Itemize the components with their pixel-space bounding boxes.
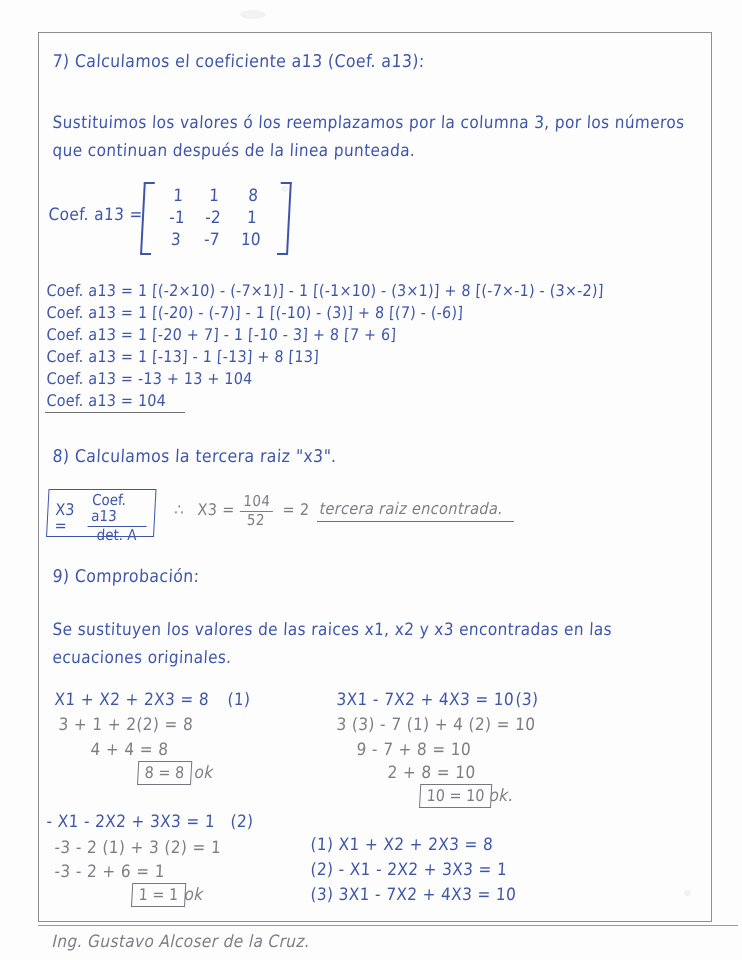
section7-step-6-result: Coef. a13 = 104 — [46, 391, 167, 410]
signature-text: Ing. Gustavo Alcoser de la Cruz. — [52, 932, 311, 952]
section7-heading: 7) Calculamos el coeficiente a13 (Coef. a13): — [52, 52, 426, 72]
section7-step-4: Coef. a13 = 1 [-13] - 1 [-13] + 8 [13] — [46, 347, 320, 366]
check1-tag: (1) — [227, 690, 251, 710]
x3-result-fraction — [239, 494, 274, 529]
check2-ok: ok — [184, 885, 205, 905]
signature-rule — [38, 925, 738, 926]
matrix-cell-r1c2: 1 — [208, 186, 220, 206]
check1-equation: X1 + X2 + 2X3 = 8 — [54, 690, 210, 710]
check1-line-2: 4 + 4 = 8 — [90, 740, 169, 760]
check2-line-2: -3 - 2 + 6 = 1 — [54, 862, 166, 882]
x3-formula-lhs: X3 = — [54, 500, 75, 536]
summary-equation-1: (1) X1 + X2 + 2X3 = 8 — [310, 835, 494, 855]
matrix-label: Coef. a13 = — [48, 205, 144, 225]
check3-ok: ok. — [489, 786, 515, 806]
section7-step-1: Coef. a13 = 1 [(-2×10) - (-7×1)] - 1 [(-1×10) - (3×1)] + 8 [(-7×-1) - (3×-2)] — [46, 281, 605, 300]
x3-result-value: = 2 — [282, 500, 310, 519]
check2-result-box: 1 = 1 — [131, 883, 186, 907]
section8-heading: 8) Calculamos la tercera raiz "x3". — [52, 447, 338, 467]
check1-result-box: 8 = 8 — [137, 761, 192, 785]
matrix-cell-r2c1: -1 — [168, 208, 186, 228]
section7-step-3: Coef. a13 = 1 [-20 + 7] - 1 [-10 - 3] + 8 [7 + 6] — [46, 325, 397, 344]
section7-step-5: Coef. a13 = -13 + 13 + 104 — [46, 369, 253, 388]
check3-equation: 3X1 - 7X2 + 4X3 = 10 — [336, 690, 515, 710]
check3-line-1: 3 (3) - 7 (1) + 4 (2) = 10 — [336, 715, 536, 735]
check3-result-box: 10 = 10 — [419, 784, 492, 808]
page-border — [38, 32, 712, 922]
check3-line-2: 9 - 7 + 8 = 10 — [356, 740, 472, 760]
matrix-cell-r2c2: -2 — [204, 208, 222, 228]
x3-formula-numerator: Coef. a13 — [88, 493, 149, 527]
check3-line-3: 2 + 8 = 10 — [387, 763, 477, 783]
summary-equation-2: (2) - X1 - 2X2 + 3X3 = 1 — [310, 860, 508, 880]
section7-result-underline — [45, 412, 185, 413]
check2-equation: - X1 - 2X2 + 3X3 = 1 — [46, 812, 216, 832]
section7-paragraph-line1: Sustituimos los valores ó los reemplazamos por la columna 3, por los números — [52, 113, 686, 133]
matrix-cell-r1c1: 1 — [172, 186, 184, 206]
x3-result-note-underline — [317, 521, 514, 522]
check1-ok: ok — [194, 763, 215, 783]
x3-formula-box — [46, 489, 157, 544]
check1-line-1: 3 + 1 + 2(2) = 8 — [58, 715, 194, 735]
matrix-cell-r1c3: 8 — [247, 186, 259, 206]
matrix-cell-r2c3: 1 — [246, 208, 258, 228]
x3-formula-denominator: det. A — [96, 525, 138, 544]
check2-line-1: -3 - 2 (1) + 3 (2) = 1 — [54, 838, 222, 858]
check2-tag: (2) — [230, 812, 254, 832]
summary-equation-3: (3) 3X1 - 7X2 + 4X3 = 10 — [310, 885, 517, 905]
section7-step-2: Coef. a13 = 1 [(-20) - (-7)] - 1 [(-10) - (3)] + 8 [(7) - (-6)] — [46, 303, 464, 322]
matrix-cell-r3c1: 3 — [170, 230, 182, 250]
x3-result-numerator: 104 — [240, 494, 274, 512]
matrix-cell-r3c3: 10 — [240, 230, 262, 250]
check3-tag: (3) — [515, 690, 539, 710]
x3-result-denominator: 52 — [246, 510, 266, 529]
section9-paragraph-line1: Se sustituyen los valores de las raices x1, x2 y x3 encontradas en las — [52, 620, 613, 640]
coefficient-matrix — [140, 182, 292, 255]
section9-paragraph-line2: ecuaciones originales. — [52, 648, 233, 668]
x3-result-lhs: X3 = — [197, 500, 236, 519]
matrix-cells — [151, 182, 281, 255]
matrix-cell-r3c2: -7 — [203, 230, 220, 250]
therefore-symbol: ∴ — [174, 500, 185, 519]
scan-smudge — [240, 10, 266, 19]
x3-formula-fraction — [87, 493, 148, 543]
section7-paragraph-line2: que continuan después de la linea punteada. — [52, 141, 416, 161]
section9-heading: 9) Comprobación: — [52, 567, 200, 587]
x3-result-note: tercera raiz encontrada. — [319, 499, 504, 518]
